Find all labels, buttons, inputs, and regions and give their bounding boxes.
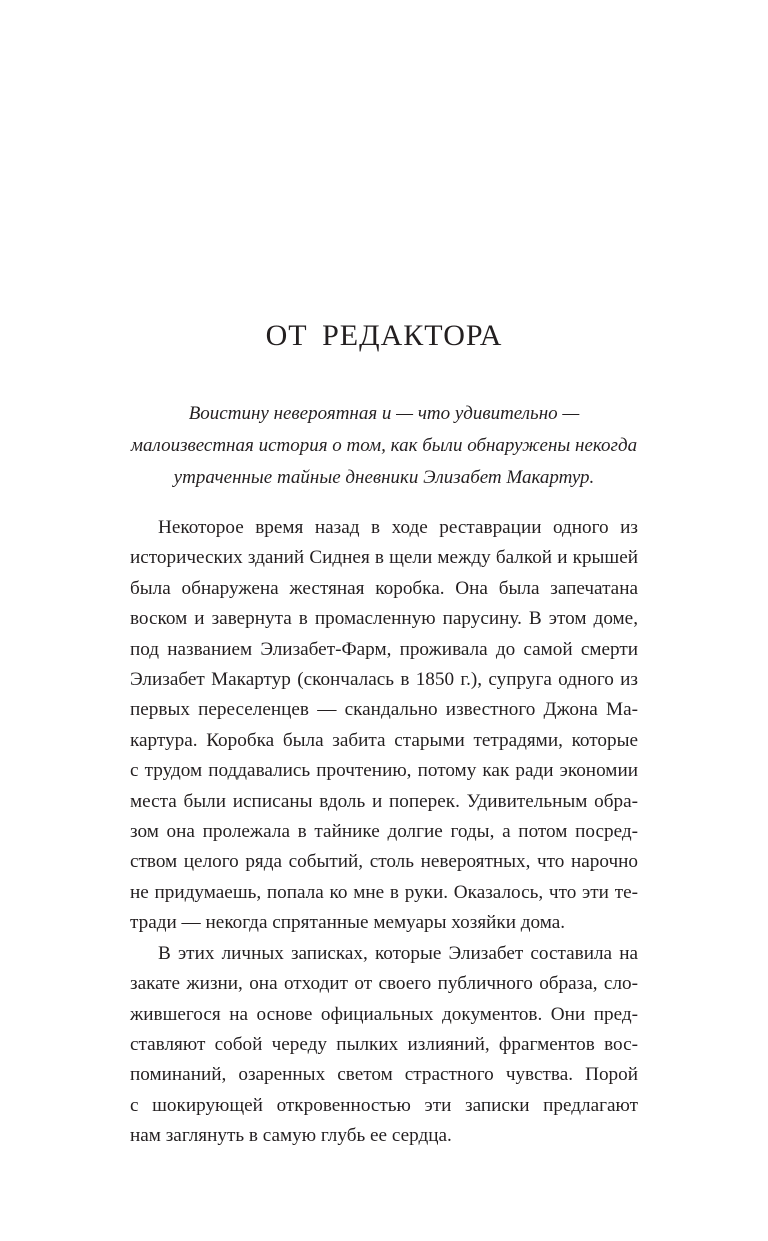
text-line: жившегося на основе официальных документов. Они пред- bbox=[130, 1003, 638, 1025]
text-line: с шокирующей откровенностью эти записки предлагают bbox=[130, 1094, 638, 1116]
epigraph-line: малоизвестная история о том, как были обнаружены некогда bbox=[130, 435, 638, 456]
epigraph-line: утраченные тайные дневники Элизабет Макартур. bbox=[173, 467, 595, 488]
text-line: картура. Коробка была забита старыми тетрадями, которые bbox=[130, 729, 638, 751]
text-line: первых переселенцев — скандально известного Джона Ма- bbox=[130, 699, 638, 721]
text-line: поминаний, озаренных светом страстного чувства. Порой bbox=[130, 1064, 638, 1086]
text-line: закате жизни, она отходит от своего публичного образа, сло- bbox=[130, 973, 638, 995]
body-text bbox=[130, 513, 638, 1152]
chapter-title: ОТ РЕДАКТОРА bbox=[265, 319, 503, 352]
text-line: Элизабет Макартур (скончалась в 1850 г.), супруга одного из bbox=[130, 669, 638, 691]
text-line: ставляют собой череду пылких излияний, фрагментов вос- bbox=[130, 1033, 638, 1055]
paragraph-2 bbox=[130, 939, 638, 1152]
text-line: воском и завернута в промасленную парусину. В этом доме, bbox=[130, 608, 638, 630]
text-line: с трудом поддавались прочтению, потому как ради экономии bbox=[130, 760, 638, 782]
text-line: под названием Элизабет-Фарм, проживала до самой смерти bbox=[130, 638, 638, 660]
text-line: нам заглянуть в самую глубь ее сердца. bbox=[130, 1125, 452, 1147]
text-line: места были исписаны вдоль и поперек. Удивительным обра- bbox=[130, 790, 638, 812]
epigraph-line: Воистину невероятная и — что удивительно — bbox=[188, 403, 580, 424]
text-line: исторических зданий Сиднея в щели между балкой и крышей bbox=[130, 547, 638, 569]
text-line: тради — некогда спрятанные мемуары хозяйки дома. bbox=[130, 912, 566, 934]
text-line: ством целого ряда событий, столь невероятных, что нарочно bbox=[130, 851, 638, 873]
paragraph-1 bbox=[130, 513, 638, 939]
text-line: зом она пролежала в тайнике долгие годы, а потом посред- bbox=[130, 821, 638, 843]
text-line: Некоторое время назад в ходе реставрации одного из bbox=[158, 517, 638, 538]
text-line: была обнаружена жестяная коробка. Она была запечатана bbox=[130, 577, 638, 599]
epigraph bbox=[130, 398, 638, 494]
text-line: В этих личных записках, которые Элизабет составила на bbox=[158, 942, 638, 964]
text-line: не придумаешь, попала ко мне в руки. Оказалось, что эти те- bbox=[130, 881, 638, 903]
